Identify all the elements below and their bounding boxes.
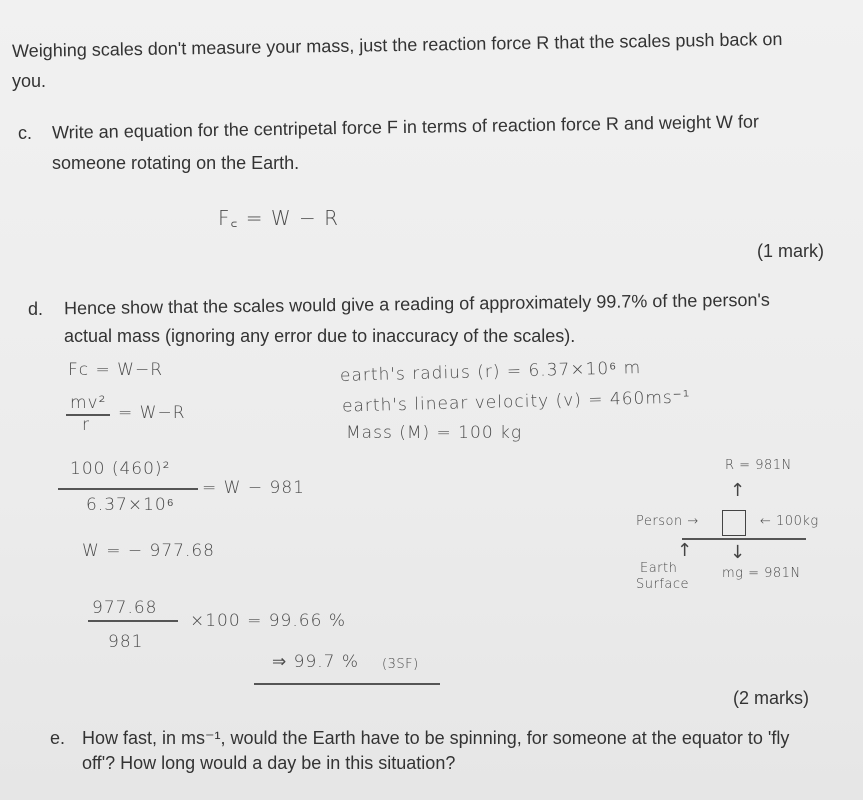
part-c-question-line-1: Write an equation for the centripetal force F in terms of reaction force R and weight W for — [51, 111, 760, 143]
earth-surface-line — [682, 538, 806, 540]
given-earth-radius: earth's radius (r) = 6.37×10⁶ m — [339, 358, 642, 386]
working-eq2-rhs: = W−R — [118, 403, 186, 423]
given-mass: Mass (M) = 100 kg — [346, 423, 523, 443]
reaction-up-arrow: ↑ — [730, 480, 746, 501]
working-eq3-fraction-bar — [58, 488, 198, 490]
intro-line-1: Weighing scales don't measure your mass, just the reaction force R that the scales push back on — [11, 28, 783, 62]
surface-up-arrow: ↑ — [677, 540, 693, 561]
part-e-question-line-1: How fast, in ms⁻¹, would the Earth have to be spinning, for someone at the equator to 'fly — [82, 728, 790, 748]
part-c-marks: (1 mark) — [757, 241, 824, 261]
working-eq3-denominator: 6.37×10⁶ — [86, 495, 175, 515]
part-d-question-line-1: Hence show that the scales would give a reading of approximately 99.7% of the person's — [63, 289, 770, 319]
working-eq6-note: (3SF) — [382, 657, 419, 672]
working-eq5-numerator: 977.68 — [92, 598, 158, 618]
part-d-marks: (2 marks) — [733, 688, 809, 708]
working-eq5-rhs: ×100 = 99.66 % — [190, 611, 346, 631]
final-answer-underline — [254, 683, 440, 685]
part-c-label: c. — [18, 123, 33, 143]
part-d-question-line-2: actual mass (ignoring any error due to inaccuracy of the scales). — [64, 326, 576, 346]
diagram-weight-label: mg = 981N — [722, 566, 801, 581]
diagram-mass-label: ← 100kg — [760, 514, 819, 529]
part-c-question-line-2: someone rotating on the Earth. — [52, 153, 300, 173]
working-eq3-numerator: 100 (460)² — [70, 459, 171, 479]
given-earth-velocity: earth's linear velocity (v) = 460ms⁻¹ — [341, 387, 691, 417]
diagram-person-label: Person → — [636, 514, 699, 529]
working-eq2-numerator: mv² — [70, 393, 107, 413]
working-eq6: ⇒ 99.7 % — [272, 652, 360, 672]
part-e-question-line-2: off'? How long would a day be in this situation? — [82, 753, 456, 773]
working-eq5-denominator: 981 — [108, 632, 144, 652]
weight-down-arrow: ↓ — [730, 542, 746, 563]
intro-line-2: you. — [12, 71, 47, 91]
diagram-earth-label: Earth — [640, 561, 678, 576]
part-c-answer: F꜀ = W − R — [218, 206, 340, 230]
working-eq4: W = − 977.68 — [82, 541, 215, 561]
working-eq2-denominator: r — [82, 415, 90, 435]
working-eq5-fraction-bar — [88, 620, 178, 622]
part-e-label: e. — [50, 728, 66, 748]
working-eq3-rhs: = W − 981 — [202, 478, 305, 498]
person-box — [722, 510, 746, 536]
working-eq1: Fc = W−R — [68, 360, 164, 380]
diagram-surface-label: Surface — [636, 577, 690, 592]
diagram-reaction-force: R = 981N — [725, 458, 792, 473]
part-d-label: d. — [28, 299, 44, 319]
